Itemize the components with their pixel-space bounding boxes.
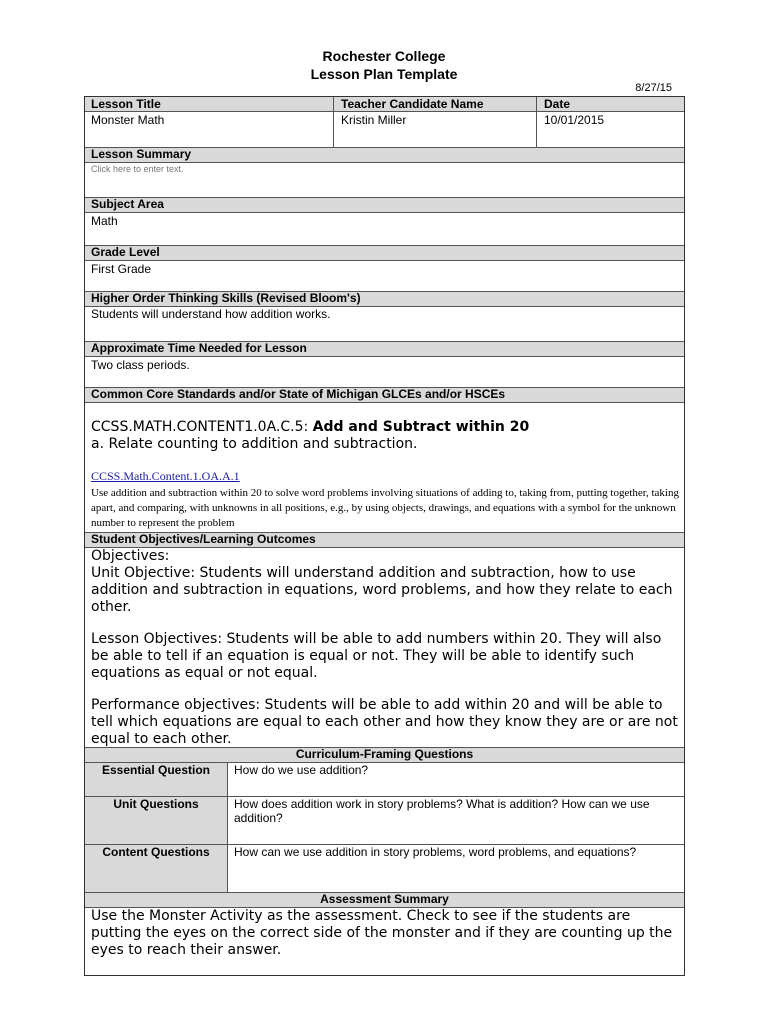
college-name: Rochester College [322,48,446,64]
time-value[interactable]: Two class periods. [91,358,190,372]
subject-area-label: Subject Area [91,197,164,211]
standard-description: Use addition and subtraction within 20 to solve word problems involving situations of adding to, taking from, putting together, taking apart, and comparing, with unknowns in all positions, e.g., by using objects, drawings, and equations with a symbol for the unknown number to represent the problem [91,487,679,529]
column-divider [333,97,334,148]
standards-header [85,387,684,403]
curriculum-label-column [85,763,227,893]
curriculum-label: Curriculum-Framing Questions [295,747,474,761]
subject-area-header [85,197,684,213]
grade-level-value[interactable]: First Grade [91,262,152,276]
objectives-heading: Objectives: [91,548,170,564]
standard-link-anchor[interactable]: CCSS.Math.Content.1.OA.A.1 [91,469,240,483]
standard-code-line [85,419,675,436]
lesson-objectives[interactable]: Lesson Objectives: Students will be able to add numbers within 20. They will also be able to tell if an equation is equal or not. They will be able to identify such equations as equal or not equal. [91,631,662,681]
lesson-summary-header [85,147,684,163]
revision-date: 8/27/15 [635,82,672,94]
standard-code-item: a. Relate counting to addition and subtraction. [91,436,418,452]
essential-question-value[interactable]: How do we use addition? [234,763,369,777]
essential-question-label: Essential Question [101,763,211,777]
hots-header [85,291,684,307]
lesson-title-value[interactable]: Monster Math [91,113,165,127]
lesson-plan-table [84,96,685,976]
time-label: Approximate Time Needed for Lesson [91,341,307,355]
performance-objectives[interactable]: Performance objectives: Students will be able to add within 20 and will be able to tell which equations are equal to each other and how they know they are or are not equal to each other. [91,697,678,747]
assessment-value[interactable]: Use the Monster Activity as the assessment. Check to see if the students are putting the eyes on the correct side of the monster and if they are counting up the eyes to reach their answer. [91,908,673,958]
subject-area-value[interactable]: Math [91,214,118,228]
content-questions-value[interactable]: How can we use addition in story problems, word problems, and equations? [234,845,637,859]
unit-objective[interactable]: Unit Objective: Students will understand addition and subtraction, how to use addition and subtraction in equations, word problems, and how they relate to each other. [91,565,673,615]
standard-code-prefix: CCSS.MATH.CONTENT1.0A.C.5: [91,419,309,435]
teacher-name-value[interactable]: Kristin Miller [341,113,407,127]
date-value[interactable]: 10/01/2015 [544,113,605,127]
assessment-header [85,892,684,908]
time-header [85,341,684,357]
lesson-summary-label: Lesson Summary [91,147,192,161]
content-questions-label: Content Questions [102,845,210,859]
standards-label: Common Core Standards and/or State of Michigan GLCEs and/or HSCEs [91,387,506,401]
unit-questions-label: Unit Questions [113,797,199,811]
teacher-name-label: Teacher Candidate Name [341,97,484,111]
curriculum-header [85,747,684,763]
objectives-header [85,532,684,548]
template-title: Lesson Plan Template [310,66,458,82]
grade-level-header [85,245,684,261]
column-divider [227,763,228,893]
standard-link[interactable] [85,469,240,483]
standard-code-title: Add and Subtract within 20 [312,419,530,435]
lesson-title-label: Lesson Title [91,97,161,111]
assessment-label: Assessment Summary [320,892,449,906]
lesson-summary-placeholder[interactable]: Click here to enter text. [91,164,184,174]
objectives-label: Student Objectives/Learning Outcomes [91,532,316,546]
unit-questions-value[interactable]: How does addition work in story problems? What is addition? How can we use addition? [234,797,650,825]
hots-value[interactable]: Students will understand how addition works. [91,307,331,321]
grade-level-label: Grade Level [91,245,160,259]
date-label: Date [544,97,571,111]
hots-label: Higher Order Thinking Skills (Revised Bloom's) [91,291,361,305]
column-divider [536,97,537,148]
